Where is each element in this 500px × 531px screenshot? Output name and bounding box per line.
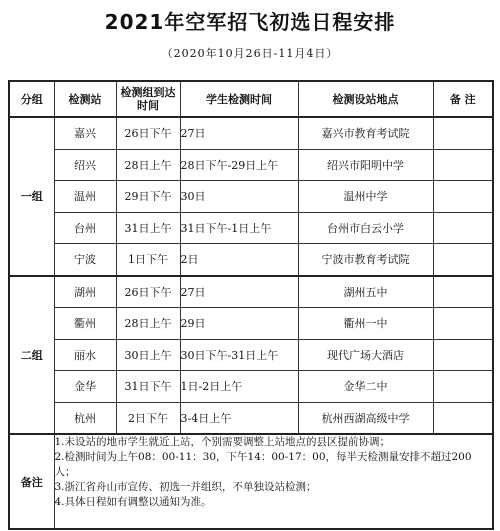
table-row — [9, 371, 493, 403]
table-row — [9, 308, 493, 340]
arrival-cell: 30日上午 — [116, 339, 180, 371]
station-cell: 衢州 — [54, 308, 116, 340]
arrival-cell: 2日下午 — [116, 402, 180, 434]
student-time-cell: 31日下午-1日上午 — [180, 212, 298, 244]
remark-cell — [433, 212, 493, 244]
arrival-cell: 28日上午 — [116, 149, 180, 181]
student-time-cell: 27日 — [180, 117, 298, 149]
table-header-row — [9, 81, 493, 117]
remark-cell — [433, 308, 493, 340]
remark-cell — [433, 244, 493, 276]
notes-label-text: 备注 — [20, 475, 43, 489]
header-group: 分组 — [9, 81, 54, 117]
note-item: 4.具体日程如有调整以通知为准。 — [54, 496, 212, 508]
arrival-cell: 1日下午 — [116, 244, 180, 276]
student-time-cell: 3-4日上午 — [180, 402, 298, 434]
group-label: 二组 — [9, 276, 54, 435]
remark-cell — [433, 276, 493, 308]
remark-cell — [433, 371, 493, 403]
location-cell: 宁波市教育考试院 — [298, 244, 433, 276]
table-row — [9, 402, 493, 434]
student-time-cell: 29日 — [180, 308, 298, 340]
station-cell: 湖州 — [54, 276, 116, 308]
station-cell: 宁波 — [54, 244, 116, 276]
student-time-cell: 27日 — [180, 276, 298, 308]
station-cell: 杭州 — [54, 402, 116, 434]
student-time-cell: 28日下午-29日上午 — [180, 149, 298, 181]
schedule-table — [8, 80, 494, 530]
location-cell: 杭州西湖高级中学 — [298, 402, 433, 434]
remark-cell — [433, 339, 493, 371]
header-station: 检测站 — [54, 81, 116, 117]
location-cell: 金华二中 — [298, 371, 433, 403]
table-row — [9, 149, 493, 181]
header-remark: 备 注 — [433, 81, 493, 117]
remark-cell — [433, 402, 493, 434]
station-cell: 金华 — [54, 371, 116, 403]
date-range-subtitle: （2020年10月26日-11月4日） — [161, 47, 339, 60]
location-cell: 湖州五中 — [298, 276, 433, 308]
header-arrival: 检测组到达时间 — [116, 81, 180, 117]
arrival-cell: 28日上午 — [116, 308, 180, 340]
notes-label — [9, 434, 54, 529]
station-cell: 台州 — [54, 212, 116, 244]
location-cell: 温州中学 — [298, 181, 433, 213]
remark-cell — [433, 181, 493, 213]
group-label: 一组 — [9, 117, 54, 276]
header-location: 检测设站地点 — [298, 81, 433, 117]
table-row — [9, 181, 493, 213]
arrival-cell: 26日下午 — [116, 276, 180, 308]
notes-row — [9, 434, 493, 529]
table-row — [9, 276, 493, 308]
student-time-cell: 30日下午-31日上午 — [180, 339, 298, 371]
arrival-cell: 31日下午 — [116, 371, 180, 403]
table-row — [9, 244, 493, 276]
remark-cell — [433, 149, 493, 181]
student-time-cell: 1日-2日上午 — [180, 371, 298, 403]
table-row — [9, 212, 493, 244]
header-student-time: 学生检测时间 — [180, 81, 298, 117]
location-cell: 衢州一中 — [298, 308, 433, 340]
arrival-cell: 29日下午 — [116, 181, 180, 213]
arrival-cell: 26日下午 — [116, 117, 180, 149]
note-item: 3.浙江省舟山市宣传、初选一并组织，不单独设站检测； — [54, 481, 317, 493]
page-title: 2021年空军招飞初选日程安排 — [104, 10, 396, 34]
table-row — [9, 339, 493, 371]
location-cell: 现代广场大酒店 — [298, 339, 433, 371]
station-cell: 嘉兴 — [54, 117, 116, 149]
station-cell: 温州 — [54, 181, 116, 213]
station-cell: 丽水 — [54, 339, 116, 371]
note-item: 1.未设站的地市学生就近上站，个别需要调整上站地点的县区提前协调； — [54, 436, 391, 448]
location-cell: 台州市白云小学 — [298, 212, 433, 244]
table-row — [9, 117, 493, 149]
student-time-cell: 30日 — [180, 181, 298, 213]
arrival-cell: 31日上午 — [116, 212, 180, 244]
location-cell: 嘉兴市教育考试院 — [298, 117, 433, 149]
remark-cell — [433, 117, 493, 149]
notes-content — [54, 434, 493, 529]
location-cell: 绍兴市阳明中学 — [298, 149, 433, 181]
note-item: 2.检测时间为上午08：00-11：30，下午14：00-17：00，每半天检测量安排不超过200人； — [54, 451, 472, 478]
station-cell: 绍兴 — [54, 149, 116, 181]
student-time-cell: 2日 — [180, 244, 298, 276]
